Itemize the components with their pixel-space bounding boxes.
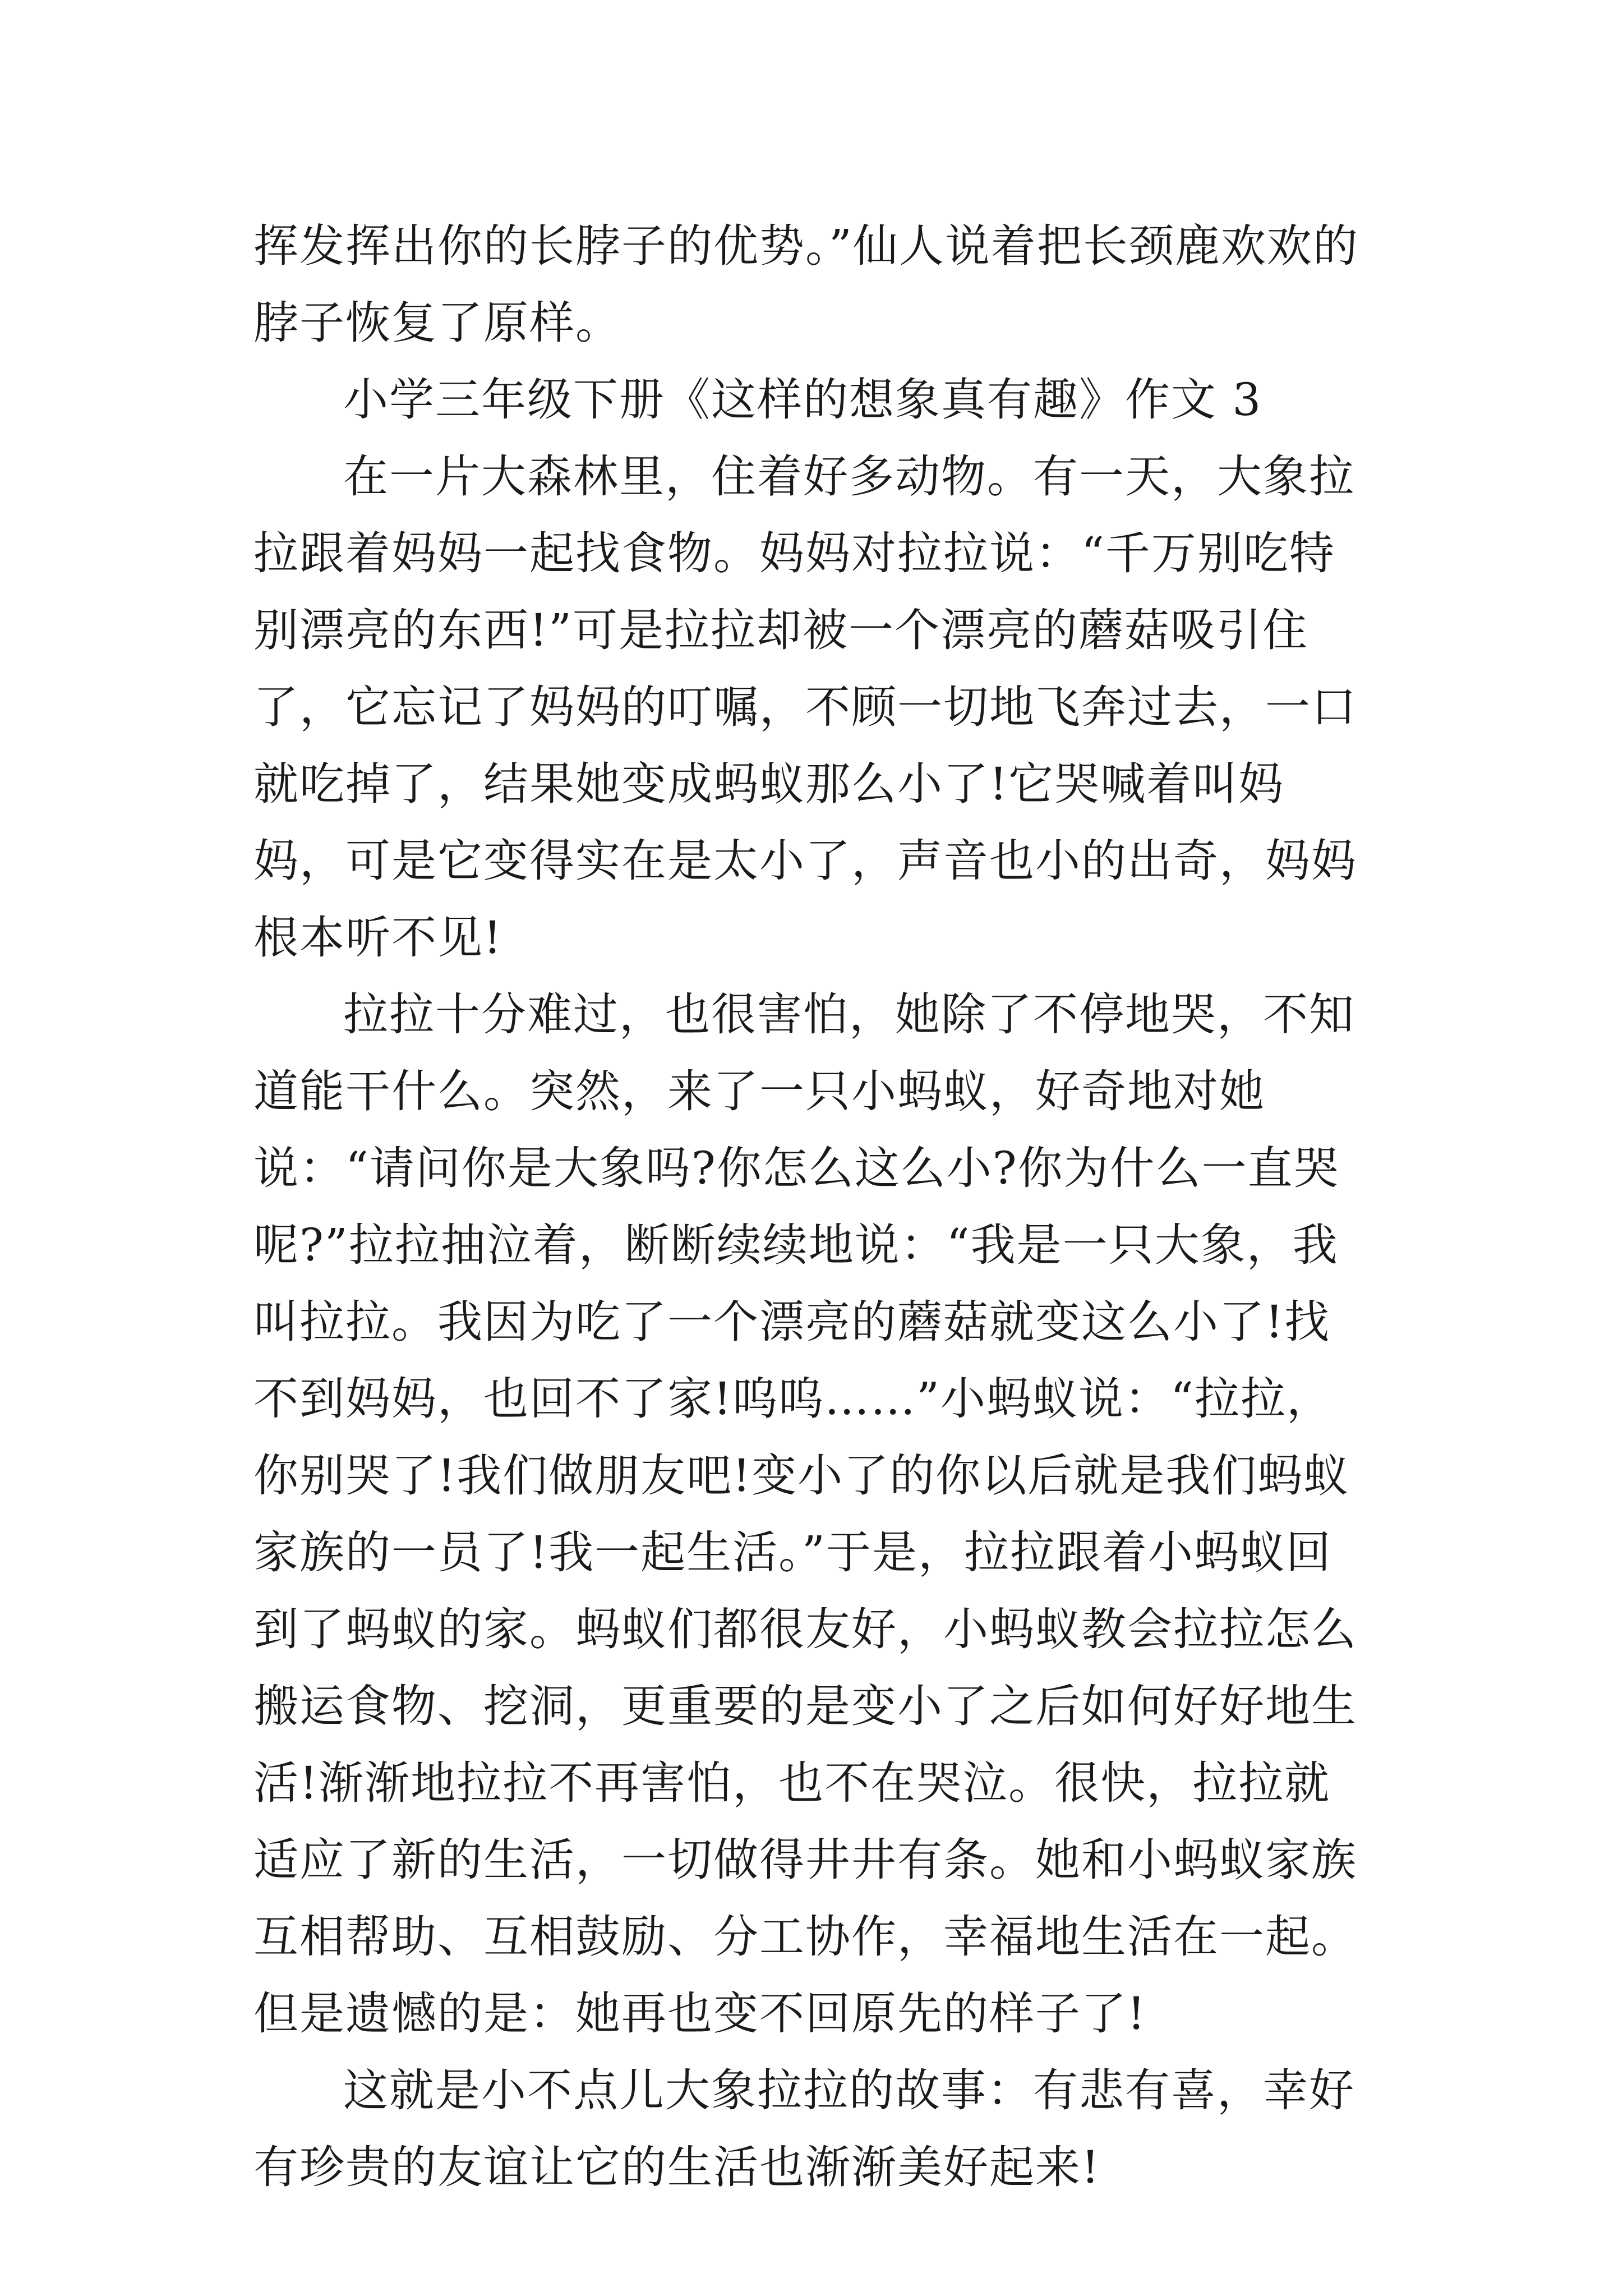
paragraph-continuation: 挥发挥出你的长脖子的优势。”仙人说着把长颈鹿欢欢的脖子恢复了原样。 (253, 220, 1359, 349)
paragraph-forest: 在一片大森林里，住着好多动物。有一天，大象拉拉跟着妈妈一起找食物。妈妈对拉拉说：“千万别吃特别漂亮的东西!”可是拉拉却被一个漂亮的蘑菇吸引住了，它忘记了妈妈的叮嘱，不顾一切地飞奔过去，一口就吃掉了，结果她变成蚂蚁那么小了!它哭喊着叫妈妈，可是它变得实在是太小了，声音也小的出奇，妈妈根本听不见! (253, 450, 1357, 964)
document-body (253, 208, 1375, 2206)
essay-title: 小学三年级下册《这样的想象真有趣》作文 3 (343, 374, 1262, 426)
paragraph-conclusion: 这就是小不点儿大象拉拉的故事：有悲有喜，幸好有珍贵的友谊让它的生活也渐渐美好起来! (253, 2064, 1355, 2193)
paragraph-ant-friend: 拉拉十分难过，也很害怕，她除了不停地哭，不知道能干什么。突然，来了一只小蚂蚁，好奇地对她说：“请问你是大象吗?你怎么这么小?你为什么一直哭呢?”拉拉抽泣着，断断续续地说：“我是一只大象，我叫拉拉。我因为吃了一个漂亮的蘑菇就变这么小了!找不到妈妈，也回不了家!呜呜……”小蚂蚁说：“拉拉，你别哭了!我们做朋友吧!变小了的你以后就是我们蚂蚁家族的一员了!我一起生活。”于是，拉拉跟着小蚂蚁回到了蚂蚁的家。蚂蚁们都很友好，小蚂蚁教会拉拉怎么搬运食物、挖洞，更重要的是变小了之后如何好好地生活!渐渐地拉拉不再害怕，也不在哭泣。很快，拉拉就适应了新的生活，一切做得井井有条。她和小蚂蚁家族互相帮助、互相鼓励、分工协作，幸福地生活在一起。但是遗憾的是：她再也变不回原先的样子了! (253, 988, 1357, 2040)
